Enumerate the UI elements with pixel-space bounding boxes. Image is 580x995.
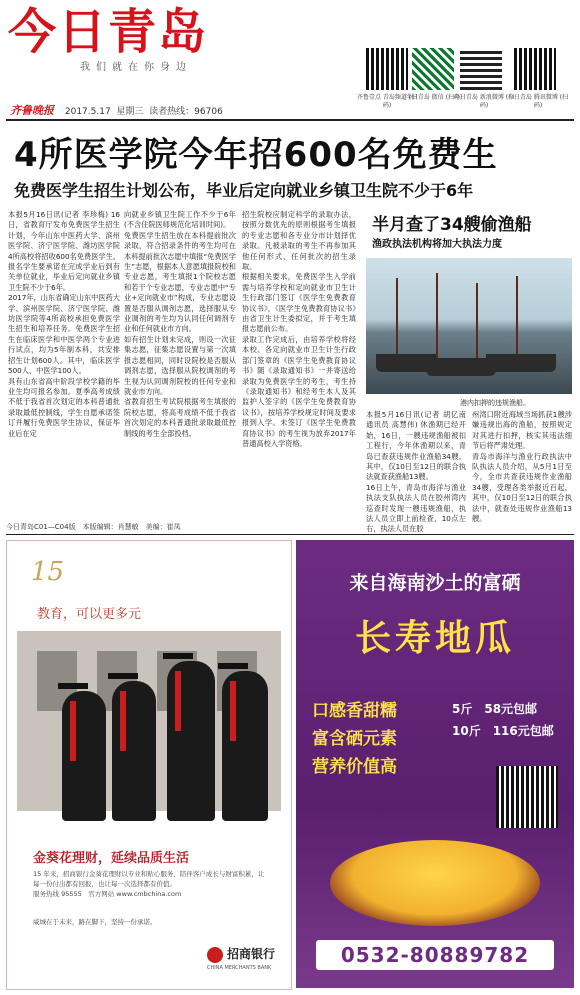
qr-code [514,48,556,90]
ad-feature: 营养价值高 [312,757,397,777]
newspaper-logo: 今日青岛 [8,4,209,60]
ad-tagline: 来自海南沙土的富硒 [349,572,521,594]
qr-label: 今日青岛 腾讯微博 (扫码) [507,94,569,109]
article-column: 本报5月16日讯(记者 胡亿南 通讯员 高慧伟) 休渔期已经开始，16日，一艘违规渔船被扣工程行，今年休渔期以来，青岛已查获违规作业渔船34艘。其中，仅10日至12日的联合执法就查获渔船13艘。 16日上午，青岛市海洋与渔业执法支队执法人员在胶州湾内巡查时发现一艘违规渔船，执法人员立即上前检查，10点左右，执法人员在胶 [366,410,466,534]
ad-title: 金葵花理财，延续品质生活 [33,851,190,866]
bank-name-en: CHINA MERCHANTS BANK [207,965,272,971]
article-column: 向就业乡镇卫生院工作不少于6年(不含住院医师规范化培训时间)。 免费医学生招生放在本科提前批次录取，符合招录条件的考生均可在本科提前批次志愿中填报“免费医学生”志愿，根据本人意愿填报院校和专业志愿，考生填报1个院校志愿和若干个专业志愿，专业志愿中“专业+定向就业市”构成，专业志愿设置是否服从调剂志愿，选择服从专业调剂的考生均为认同任何调剂专业和任何就业市方向。 如有招生计划未完成，则设一次征集志愿，征集志愿设置与第一次填报志愿相同，同时设院校是否服从调剂志愿，选择服从院校调剂的考生视为认同调剂院校的任何专业和就业市方向。 省教育招生考试院根据考生填报的院校志愿，将高考成绩不低于我省首次划定的本科普通批录取最低控制线的考生全部投档。 [124,210,236,438]
bank-logo-icon [207,947,223,963]
reader-hotline: 读者热线：96706 [149,107,223,117]
ad-price: 5斤 58元包邮 [452,702,538,716]
sweet-potato-image [330,840,540,926]
issue-date: 2017.5.17 [64,107,111,117]
slogan: 我们就在你身边 [80,62,192,73]
ad-phone: 0532-80889782 [340,943,530,967]
qr-code [366,48,408,90]
ad-note: 威城在于未来，路在脚下，坚持一份承诺。 [33,918,157,926]
ad-price: 10斤 116元包邮 [452,724,554,738]
anniversary-mark: 15 [31,557,65,587]
qr-label: 今日青岛 微信 (扫码) [405,94,463,101]
ad-body: 15 年来，招商银行金葵花理财以专业和贴心服务，陪伴客户成长与财富积累，让每一份付出都有回报，也让每一次选择都有价值。 服务热线 95555 官方网站 www.cmbchina.com [33,870,265,898]
brand-name: 齐鲁晚报 [10,104,54,117]
ad-feature: 富含硒元素 [312,729,397,749]
qr-code [412,48,454,90]
qr-label: 齐鲁壹点 青岛频道 (扫码) [356,94,418,109]
qr-code [496,766,558,828]
bank-advertisement [6,540,292,990]
side-headline: 半月查了34艘偷渔船 [372,215,532,235]
ad-slogan: 教育，可以更多元 [37,607,142,622]
main-headline: 4所医学院今年招600名免费生 [14,135,498,175]
side-subhead: 渔政执法机构将加大执法力度 [372,239,502,250]
main-subhead: 免费医学生招生计划公布，毕业后定向就业乡镇卫生院不少于6年 [14,181,474,200]
fishing-boats-photo [366,258,572,394]
ad-product-name: 长寿地瓜 [354,618,515,659]
page-footer: 今日青岛C01—C04版 本版编辑：肖慧敏 美编：崔凤 [6,522,574,535]
article-column: 本报5月16日讯(记者 李珍梅) 16日，省教育厅发布免费医学生招生计划，今年山东中医药大学、滨州医学院、济宁医学院、潍坊医学院4所高校将招收600名免费医学生。报名学生要承诺在完成学业后到有关单位就业，毕业后定向就业乡镇卫生院不少于6年。 2017年，山东省确定山东中医药大学、滨州医学院、济宁医学院、潍坊医学院等4所高校承担免费医学生招生和培养任务。免费医学生招生在临床医学和中医学两个专业进行试点，均为5年制本科，共安排招生计划600人。其中，临床医学500人、中医学100人。 具有山东省高中阶段学校学籍的毕业生均可报名参加。夏季高考成绩不低于我省首次划定的本科普通批录取最低控制线，学生自愿承诺签订并履行免费医学生协议，保证毕业后在定 [8,210,120,438]
issue-weekday: 星期三 [116,107,144,117]
qr-label: 今日青岛 新浪微博 (扫码) [453,94,515,109]
article-column: 招生院校应制定科学的录取办法，按照分数优先的原则根据考生填报的专业志愿和各专业分市计划择优录取。凡被录取的考生不再参加其他任何形式、任何批次的招生录取。 根据相关要求，免费医学生入学前需与培养学校和定向就业市卫生计生行政部门签订《医学生免费教育协议书》，《医学生免费教育协议书》由省卫生计生委拟定，并于考生填报志愿前公布。 录取工作完成后，由培养学校将经本校、各定向就业市卫生计生行政部门签章的《医学生免费教育协议书》随《录取通知书》一并寄送给录取为免费医学生的考生，考生持《录取通知书》和经考生本人及其监护人签字的《医学生免费教育协议书》，按培养学校规定时间及要求报到入学。未签订《医学生免费教育协议书》的考生视为放弃2017年普通高校入学资格。 [242,210,356,448]
masthead [0,0,580,118]
divider [6,119,574,121]
ad-feature: 口感香甜糯 [312,701,397,721]
photo-caption: 港内扣押的违规渔船。 [460,399,530,407]
article-column: 州湾口附近海域当场抓获1艘涉嫌违规出海的渔船，按照规定对其进行扣押，核实其违法细节后将严肃处理。 青岛市海洋与渔业行政执法中队执法人员介绍，从5月1日至今，全市共查获违规作业渔船34艘，受理各类举报近百起，其中，仅10日至12日的联合执法中，就查处违规作业渔船13艘。 [472,410,572,524]
sweet-potato-advertisement [296,540,574,988]
bank-name: 招商银行 [227,947,276,961]
qr-code [460,48,502,90]
